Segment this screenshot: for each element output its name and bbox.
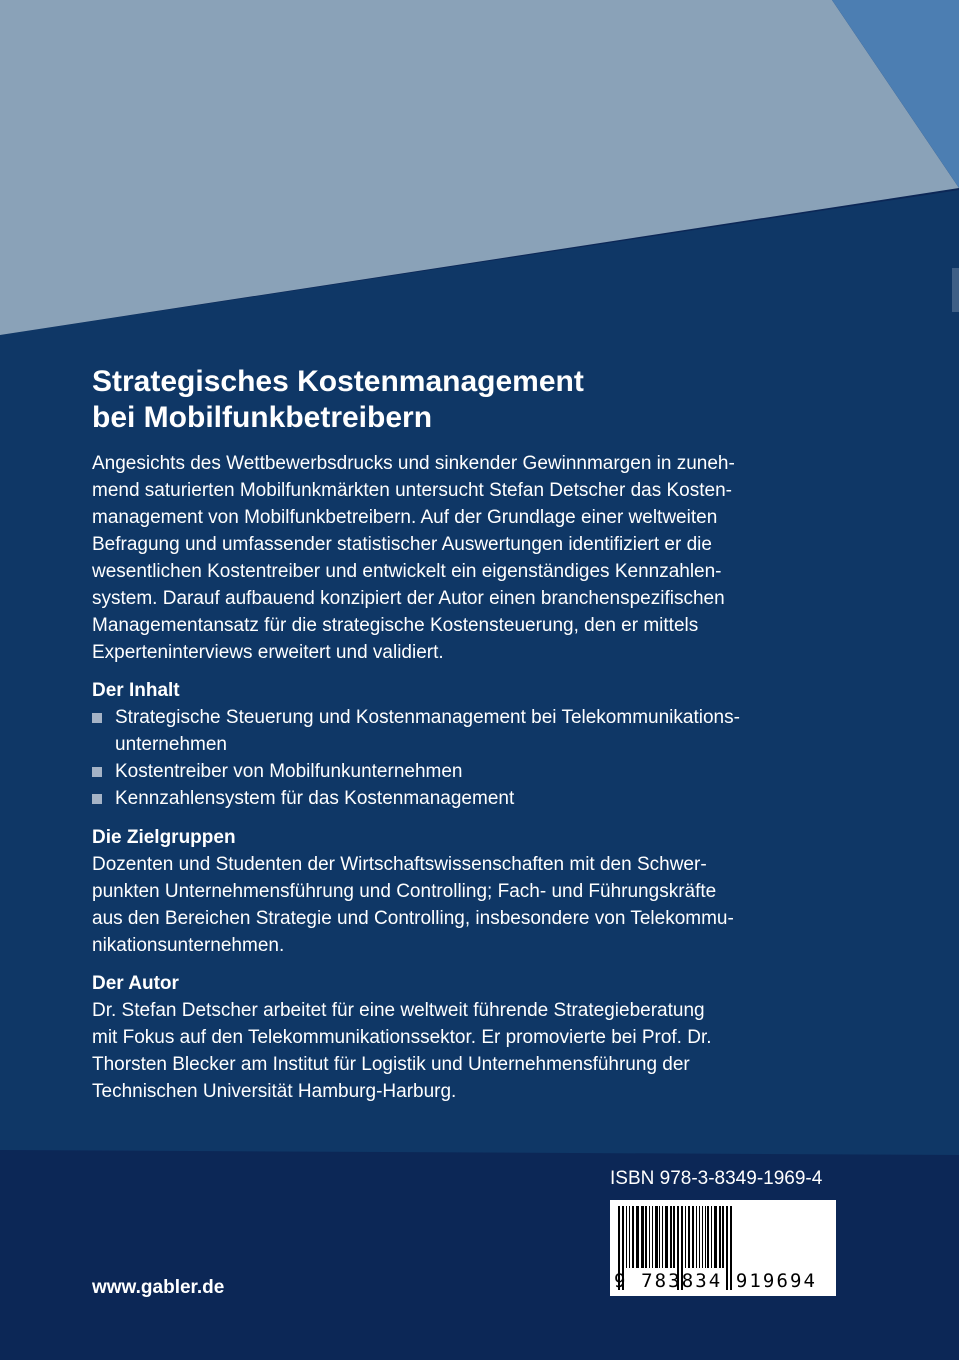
intro-paragraph [92,450,872,666]
author-line: Dr. Stefan Detscher arbeitet für eine weltweit führende Strategieberatung [92,1000,705,1021]
barcode-digits: 9 783834 919694 [614,1270,818,1292]
barcode-bar [673,1206,675,1268]
intro-line: management von Mobilfunkbetreibern. Auf der Grundlage einer weltweiten [92,507,718,528]
audience-line: punkten Unternehmensführung und Controlling; Fach- und Führungskräfte [92,881,717,902]
publisher-website: www.gabler.de [92,1277,225,1298]
barcode-bar [711,1206,712,1268]
content-heading: Der Inhalt [92,680,180,701]
author-heading: Der Autor [92,973,179,994]
book-title-line-1: Strategisches Kostenmanagement [92,365,584,398]
book-title [92,364,892,436]
content-list-item: Kostentreiber von Mobilfunkunternehmen [92,758,872,785]
author-line: Technischen Universität Hamburg-Harburg. [92,1081,457,1102]
barcode-bar [652,1206,653,1268]
content-list [92,704,872,812]
content-list-item: Strategische Steuerung und Kostenmanagement bei Telekommunikations- unternehmen [92,704,872,758]
barcode-bar [714,1206,717,1268]
barcode-bar [670,1206,672,1268]
barcode-bar [705,1206,706,1268]
barcode-bar [696,1206,697,1268]
author-paragraph [92,997,872,1105]
audience-paragraph [92,851,872,959]
audience-line: Dozenten und Studenten der Wirtschaftswissenschaften mit den Schwer- [92,854,707,875]
barcode-bar [699,1206,700,1268]
barcode-bar [629,1206,630,1268]
intro-line: wesentlichen Kostentreiber und entwickelt ein eigenständiges Kennzahlen- [92,561,722,582]
content-list-item: Kennzahlensystem für das Kostenmanagement [92,785,872,812]
bullet-square-icon [92,767,102,777]
audience-heading: Die Zielgruppen [92,827,236,848]
bullet-square-icon [92,713,102,723]
barcode-bar [707,1206,709,1268]
barcode-bar [665,1206,668,1268]
author-line: Thorsten Blecker am Institut für Logistik und Unternehmensführung der [92,1054,690,1075]
barcode-bar [702,1206,703,1268]
barcode [610,1200,836,1296]
barcode-bar [645,1206,647,1268]
audience-line: aus den Bereichen Strategie und Controlling, insbesondere von Telekommu- [92,908,734,929]
barcode-bar [655,1206,658,1268]
intro-line: Angesichts des Wettbewerbsdrucks und sinkender Gewinnmargen in zuneh- [92,453,735,474]
barcode-bar [662,1206,663,1268]
book-title-line-2: bei Mobilfunkbetreibern [92,401,433,434]
barcode-bar [636,1206,639,1268]
bullet-square-icon [92,794,102,804]
isbn-label: ISBN 978-3-8349-1969-4 [610,1168,823,1189]
barcode-bar [692,1206,694,1268]
edge-tab [952,268,959,312]
barcode-bar [632,1206,634,1268]
barcode-bar [649,1206,650,1268]
barcode-bar [722,1206,724,1268]
barcode-bar [641,1206,644,1268]
audience-line: nikationsunternehmen. [92,935,285,956]
barcode-bar [685,1206,686,1268]
barcode-bar [659,1206,660,1268]
intro-line: Managementansatz für die strategische Kostensteuerung, den er mittels [92,615,699,636]
intro-line: Befragung und umfassender statistischer Auswertungen identifiziert er die [92,534,712,555]
author-line: mit Fokus auf den Telekommunikationssektor. Er promovierte bei Prof. Dr. [92,1027,712,1048]
barcode-bar [626,1206,627,1268]
barcode-bar [688,1206,690,1268]
intro-line: system. Darauf aufbauend konzipiert der Autor einen branchenspezifischen [92,588,725,609]
intro-line: mend saturierten Mobilfunkmärkten untersucht Stefan Detscher das Kosten- [92,480,732,501]
barcode-bar [719,1206,721,1268]
intro-line: Experteninterviews erweitert und validiert. [92,642,444,663]
